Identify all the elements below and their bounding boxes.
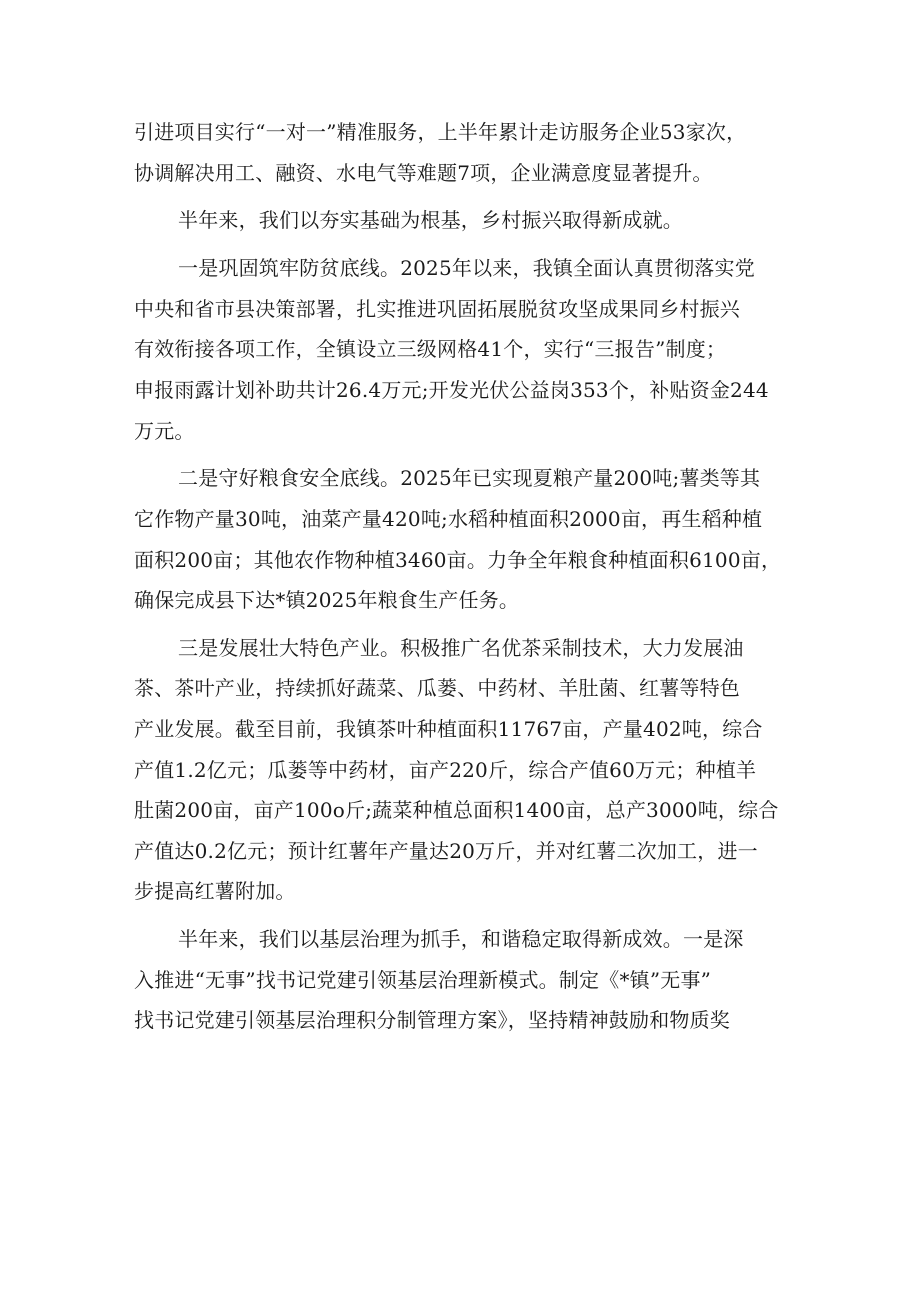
text-line: 面积200亩；其他农作物种植3460亩。力争全年粮食种植面积6100亩， bbox=[134, 547, 782, 572]
text-line: 二是守好粮食安全底线。2025年已实现夏粮产量200吨;薯类等其 bbox=[178, 466, 761, 491]
text-line: 引进项目实行“一对一”精准服务，上半年累计走访服务企业53家次， bbox=[134, 120, 747, 144]
document-body bbox=[134, 112, 790, 1048]
text-line: 肚菌200亩，亩产100o斤;蔬菜种植总面积1400亩，总产3000吨，综合 bbox=[134, 798, 779, 823]
text-line: 申报雨露计划补助共计26.4万元;开发光伏公益岗353个，补贴资金244 bbox=[134, 377, 769, 402]
text-line: 确保完成县下达*镇2025年粮食生产任务。 bbox=[134, 588, 520, 613]
text-line: 中央和省市县决策部署，扎实推进巩固拓展脱贫攻坚成果同乡村振兴 bbox=[134, 296, 740, 321]
paragraph-4 bbox=[134, 458, 790, 620]
text-line: 步提高红薯附加。 bbox=[134, 879, 296, 904]
text-line: 找书记党建引领基层治理积分制管理方案》，坚持精神鼓励和物质奖 bbox=[134, 1008, 730, 1033]
text-line: 入推进“无事”找书记党建引领基层治理新模式。制定《*镇”无事” bbox=[134, 967, 712, 992]
text-line: 产值1.2亿元；瓜蒌等中药材，亩产220斤，综合产值60万元；种植羊 bbox=[134, 757, 757, 782]
paragraph-5 bbox=[134, 628, 790, 912]
paragraph-2 bbox=[134, 200, 790, 241]
text-line: 有效衔接各项工作，全镇设立三级网格41个，实行“三报告”制度； bbox=[134, 337, 727, 362]
text-line: 半年来，我们以夯实基础为根基，乡村振兴取得新成就。 bbox=[178, 208, 683, 233]
text-line: 万元。 bbox=[134, 418, 195, 443]
text-line: 一是巩固筑牢防贫底线。2025年以来，我镇全面认真贯彻落实党 bbox=[178, 256, 755, 281]
text-line: 半年来，我们以基层治理为抓手，和谐稳定取得新成效。一是深 bbox=[178, 927, 744, 952]
text-line: 茶、茶叶产业，持续抓好蔬菜、瓜蒌、中药材、羊肚菌、红薯等特色 bbox=[134, 676, 740, 701]
text-line: 协调解决用工、融资、水电气等难题7项，企业满意度显著提升。 bbox=[134, 160, 713, 185]
text-line: 它作物产量30吨，油菜产量420吨;水稻种植面积2000亩，再生稻种植 bbox=[134, 506, 763, 531]
text-line: 三是发展壮大特色产业。积极推广名优茶采制技术，大力发展油 bbox=[178, 635, 744, 660]
paragraph-6 bbox=[134, 919, 790, 1041]
paragraph-1 bbox=[134, 112, 790, 193]
paragraph-3 bbox=[134, 248, 790, 451]
text-line: 产值达0.2亿元；预计红薯年产量达20万斤，并对红薯二次加工，进一 bbox=[134, 838, 758, 863]
text-line: 产业发展。截至目前，我镇茶叶种植面积11767亩，产量402吨，综合 bbox=[134, 717, 763, 742]
